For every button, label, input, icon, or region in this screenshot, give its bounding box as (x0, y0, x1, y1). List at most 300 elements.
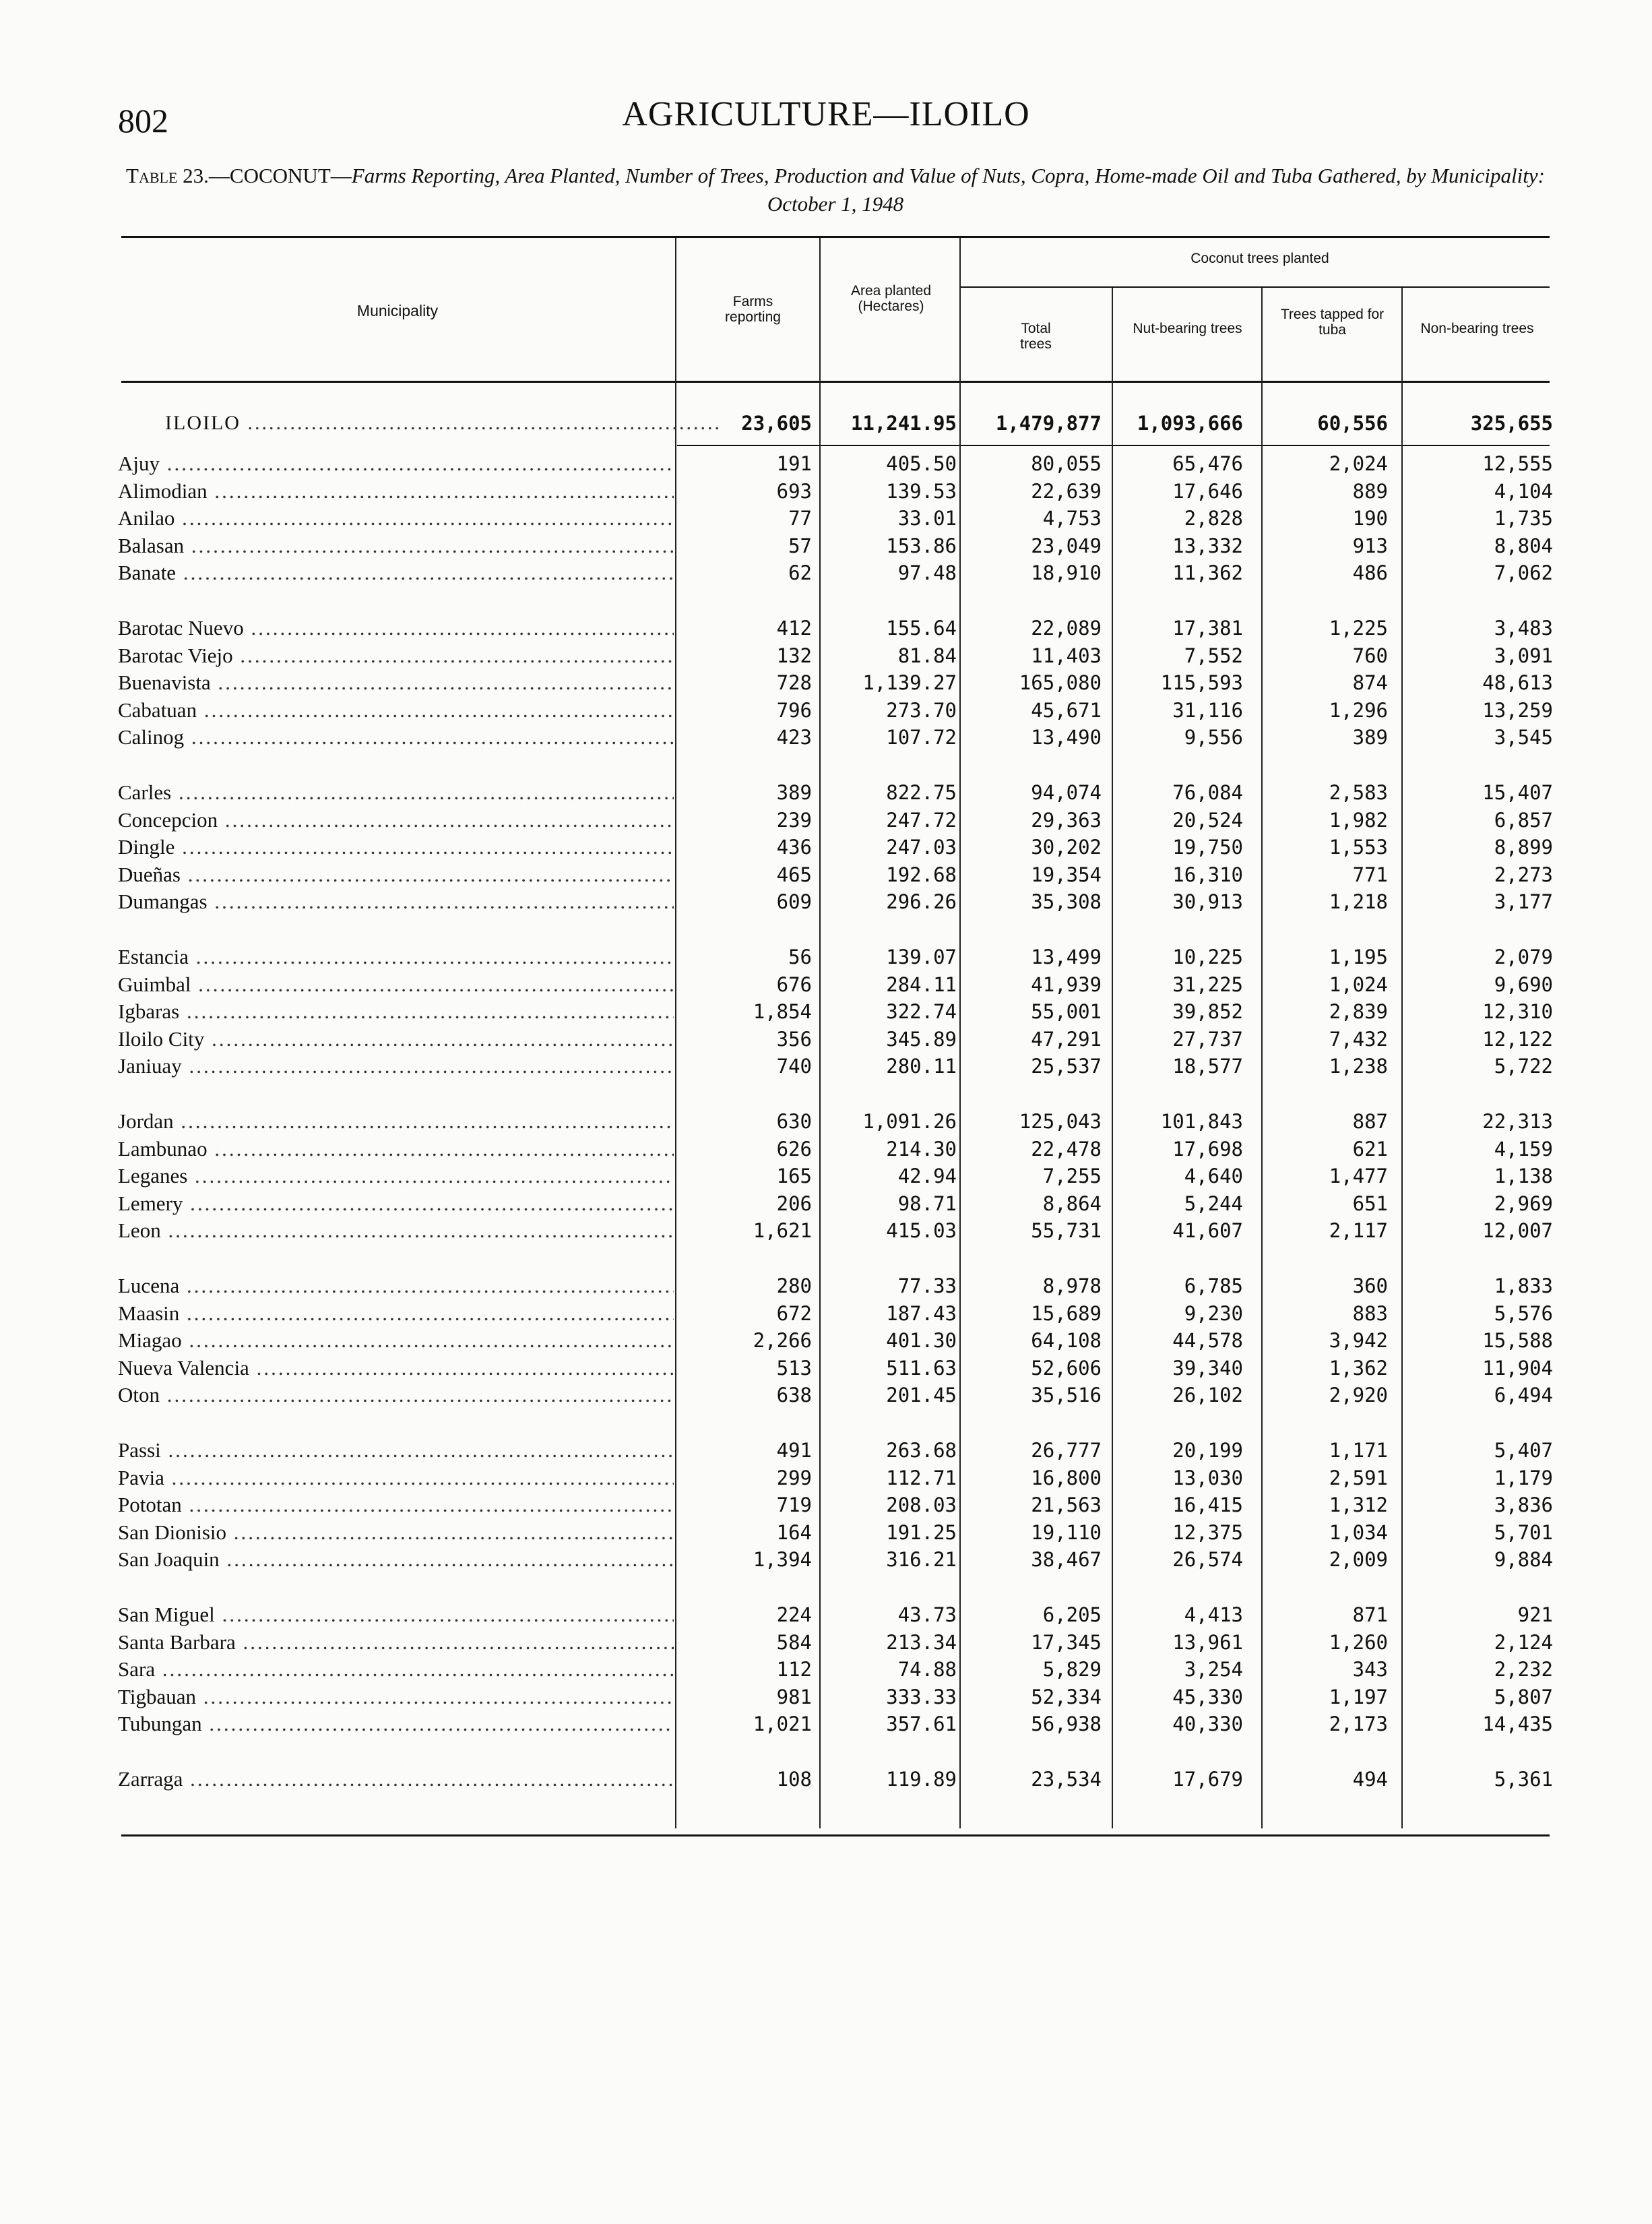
cell-farms: 108 (776, 1768, 812, 1791)
cell-area: 296.26 (886, 890, 957, 914)
cell-nut-bearing: 9,556 (1184, 726, 1243, 749)
cell-total-trees: 52,334 (1031, 1685, 1102, 1708)
cell-tapped: 871 (1352, 1603, 1388, 1626)
cell-total-trees: 13,499 (1031, 946, 1102, 968)
cell-area: 139.53 (886, 479, 957, 503)
cell-non-bearing: 4,104 (1494, 479, 1553, 503)
cell-tapped: 2,117 (1329, 1219, 1388, 1243)
cell-tapped: 760 (1352, 644, 1388, 667)
cell-tapped: 343 (1352, 1658, 1388, 1681)
cell-tapped: 1,477 (1329, 1165, 1388, 1188)
cell-nut-bearing: 17,381 (1172, 617, 1243, 640)
header-coconut-trees-planted: Coconut trees planted (1190, 251, 1329, 266)
cell-farms: 796 (776, 698, 812, 722)
cell-area: 153.86 (886, 534, 957, 557)
cell-nut-bearing: 2,828 (1184, 507, 1243, 530)
cell-nut-bearing: 12,375 (1172, 1520, 1243, 1544)
cell-non-bearing: 1,138 (1494, 1165, 1553, 1188)
cell-non-bearing: 2,079 (1494, 946, 1553, 968)
table-row (0, 1437, 1652, 1464)
cell-area: 333.33 (886, 1685, 957, 1708)
cell-farms: 164 (776, 1520, 812, 1544)
cell-total-trees: 16,800 (1031, 1466, 1102, 1489)
cell-area: 280.11 (886, 1055, 957, 1078)
municipality-name: Lemery ..... (118, 1190, 674, 1217)
cell-non-bearing: 3,091 (1494, 644, 1553, 667)
cell-nut-bearing: 39,340 (1172, 1356, 1243, 1380)
cell-area: 401.30 (886, 1329, 957, 1353)
cell-tapped: 1,225 (1329, 617, 1388, 640)
cell-total-trees: 41,939 (1031, 972, 1102, 996)
table-row (0, 1546, 1652, 1573)
cell-area: 187.43 (886, 1301, 957, 1325)
cell-tapped: 1,296 (1329, 698, 1388, 722)
cell-area: 405.50 (886, 452, 957, 475)
cell-nut-bearing: 10,225 (1172, 946, 1243, 968)
cell-farms: 1,021 (753, 1712, 812, 1736)
municipality-name: Lucena ..... (118, 1272, 674, 1299)
header-nut-bearing-trees: Nut-bearing trees (1133, 321, 1242, 336)
cell-total-trees: 29,363 (1031, 808, 1102, 832)
cell-nut-bearing: 6,785 (1184, 1274, 1243, 1297)
cell-area: 357.61 (886, 1712, 957, 1736)
cell-farms: 638 (776, 1384, 812, 1407)
municipality-name: Guimbal ..... (118, 971, 674, 998)
cell-nut-bearing: 31,225 (1172, 972, 1243, 996)
cell-non-bearing: 5,722 (1494, 1055, 1553, 1078)
cell-farms: 728 (776, 671, 812, 695)
cell-area: 247.03 (886, 836, 957, 859)
cell-area: 43.73 (897, 1603, 957, 1626)
cell-non-bearing: 8,899 (1494, 836, 1553, 859)
cell-total-trees: 8,978 (1042, 1274, 1102, 1297)
cell-tapped: 1,195 (1329, 946, 1388, 968)
table-bottom-rule (121, 1834, 1550, 1836)
cell-non-bearing: 325,655 (1470, 412, 1553, 435)
table-row (0, 697, 1652, 724)
cell-area: 42.94 (897, 1165, 957, 1188)
cell-nut-bearing: 13,961 (1172, 1630, 1243, 1654)
table-row (0, 1464, 1652, 1491)
cell-farms: 57 (788, 534, 812, 557)
cell-tapped: 190 (1352, 507, 1388, 530)
table-row (0, 971, 1652, 998)
table-row (0, 1327, 1652, 1354)
table-row (0, 1163, 1652, 1190)
header-non-bearing-trees: Non-bearing trees (1420, 321, 1534, 336)
cell-area: 74.88 (897, 1658, 957, 1681)
municipality-name: Dingle ..... (118, 834, 674, 861)
table-row (0, 779, 1652, 806)
table-row (0, 807, 1652, 834)
cell-total-trees: 1,479,877 (995, 412, 1102, 435)
cell-farms: 23,605 (741, 412, 812, 435)
table-row (0, 724, 1652, 751)
cell-non-bearing: 6,857 (1494, 808, 1553, 832)
table-total-row (0, 410, 1652, 437)
table-row (0, 642, 1652, 669)
cell-farms: 1,621 (753, 1219, 812, 1243)
cell-nut-bearing: 76,084 (1172, 781, 1243, 804)
cell-total-trees: 47,291 (1031, 1027, 1102, 1051)
cell-total-trees: 125,043 (1019, 1110, 1102, 1133)
cell-tapped: 1,982 (1329, 808, 1388, 832)
cell-area: 208.03 (886, 1493, 957, 1517)
cell-total-trees: 165,080 (1019, 671, 1102, 695)
cell-area: 345.89 (886, 1027, 957, 1051)
municipality-name: San Miguel ..... (118, 1601, 674, 1628)
cell-farms: 77 (788, 507, 812, 530)
cell-non-bearing: 921 (1517, 1603, 1553, 1626)
cell-non-bearing: 2,124 (1494, 1630, 1553, 1654)
municipality-name: San Dionisio ..... (118, 1519, 674, 1546)
cell-non-bearing: 12,310 (1482, 1000, 1553, 1024)
cell-farms: 1,854 (753, 1000, 812, 1024)
table-row (0, 559, 1652, 586)
cell-nut-bearing: 4,413 (1184, 1603, 1243, 1626)
page-number: 802 (118, 102, 168, 140)
municipality-name: Alimodian ..... (118, 478, 674, 505)
cell-farms: 630 (776, 1110, 812, 1133)
cell-farms: 239 (776, 808, 812, 832)
cell-nut-bearing: 16,415 (1172, 1493, 1243, 1517)
cell-total-trees: 64,108 (1031, 1329, 1102, 1353)
cell-tapped: 1,260 (1329, 1630, 1388, 1654)
cell-tapped: 913 (1352, 534, 1388, 557)
cell-tapped: 494 (1352, 1768, 1388, 1791)
table-row (0, 1355, 1652, 1382)
cell-tapped: 486 (1352, 561, 1388, 585)
cell-tapped: 2,591 (1329, 1466, 1388, 1489)
municipality-name: Pavia ..... (118, 1464, 674, 1491)
cell-total-trees: 23,534 (1031, 1768, 1102, 1791)
cell-nut-bearing: 13,030 (1172, 1466, 1243, 1489)
cell-nut-bearing: 45,330 (1172, 1685, 1243, 1708)
cell-tapped: 1,171 (1329, 1439, 1388, 1462)
cell-farms: 389 (776, 781, 812, 804)
cell-non-bearing: 2,969 (1494, 1192, 1553, 1215)
cell-area: 97.48 (897, 561, 957, 585)
cell-nut-bearing: 115,593 (1160, 671, 1243, 695)
cell-area: 1,091.26 (862, 1110, 957, 1133)
cell-non-bearing: 9,884 (1494, 1548, 1553, 1572)
cell-farms: 412 (776, 617, 812, 640)
cell-farms: 626 (776, 1137, 812, 1161)
cell-total-trees: 25,537 (1031, 1055, 1102, 1078)
cell-total-trees: 23,049 (1031, 534, 1102, 557)
municipality-name: San Joaquin ..... (118, 1546, 674, 1573)
table-row (0, 1629, 1652, 1656)
total-rule (677, 445, 1550, 446)
cell-non-bearing: 6,494 (1494, 1384, 1553, 1407)
table-row (0, 505, 1652, 532)
running-head: AGRICULTURE—ILOILO (622, 95, 1030, 133)
cell-nut-bearing: 39,852 (1172, 1000, 1243, 1024)
table-row (0, 669, 1652, 696)
cell-nut-bearing: 17,646 (1172, 479, 1243, 503)
municipality-name: Tigbauan ..... (118, 1684, 674, 1710)
municipality-name: Buenavista ..... (118, 669, 674, 696)
municipality-name: Pototan ..... (118, 1491, 674, 1518)
table-row (0, 1382, 1652, 1409)
cell-farms: 132 (776, 644, 812, 667)
cell-area: 415.03 (886, 1219, 957, 1243)
cell-total-trees: 15,689 (1031, 1301, 1102, 1325)
cell-farms: 191 (776, 452, 812, 475)
cell-nut-bearing: 17,698 (1172, 1137, 1243, 1161)
cell-area: 107.72 (886, 726, 957, 749)
cell-farms: 672 (776, 1301, 812, 1325)
cell-total-trees: 6,205 (1042, 1603, 1102, 1626)
table-row (0, 1053, 1652, 1080)
header-area-planted: Area planted (Hectares) (850, 283, 932, 314)
cell-area: 316.21 (886, 1548, 957, 1572)
municipality-name: Oton ..... (118, 1382, 674, 1409)
cell-total-trees: 26,777 (1031, 1439, 1102, 1462)
cell-nut-bearing: 9,230 (1184, 1301, 1243, 1325)
cell-nut-bearing: 44,578 (1172, 1329, 1243, 1353)
cell-tapped: 2,009 (1329, 1548, 1388, 1572)
cell-total-trees: 22,089 (1031, 617, 1102, 640)
cell-tapped: 887 (1352, 1110, 1388, 1133)
cell-non-bearing: 7,062 (1494, 561, 1553, 585)
cell-area: 155.64 (886, 617, 957, 640)
cell-farms: 112 (776, 1658, 812, 1681)
cell-nut-bearing: 30,913 (1172, 890, 1243, 914)
cell-tapped: 7,432 (1329, 1027, 1388, 1051)
cell-total-trees: 4,753 (1042, 507, 1102, 530)
cell-non-bearing: 5,576 (1494, 1301, 1553, 1325)
cell-nut-bearing: 19,750 (1172, 836, 1243, 859)
table-row (0, 1684, 1652, 1710)
cell-tapped: 2,920 (1329, 1384, 1388, 1407)
cell-tapped: 2,839 (1329, 1000, 1388, 1024)
municipality-name: Barotac Viejo ..... (118, 642, 674, 669)
cell-total-trees: 45,671 (1031, 698, 1102, 722)
cell-area: 1,139.27 (862, 671, 957, 695)
table-subtitle: Farms Reporting, Area Planted, Number of Trees, Production and Value of Nuts, Copra, Home-made Oil and Tuba Gathered, by Municipality: October 1, 1948 (351, 164, 1545, 216)
cell-tapped: 621 (1352, 1137, 1388, 1161)
cell-farms: 719 (776, 1493, 812, 1517)
cell-non-bearing: 14,435 (1482, 1712, 1553, 1736)
cell-area: 214.30 (886, 1137, 957, 1161)
municipality-name: Sara ..... (118, 1656, 674, 1683)
cell-nut-bearing: 3,254 (1184, 1658, 1243, 1681)
cell-non-bearing: 5,407 (1494, 1439, 1553, 1462)
cell-tapped: 651 (1352, 1192, 1388, 1215)
cell-non-bearing: 12,122 (1482, 1027, 1553, 1051)
header-municipality: Municipality (356, 302, 439, 319)
municipality-name: Concepcion ..... (118, 807, 674, 834)
cell-nut-bearing: 26,102 (1172, 1384, 1243, 1407)
cell-farms: 491 (776, 1439, 812, 1462)
municipality-name: Leon ..... (118, 1217, 674, 1244)
cell-tapped: 1,218 (1329, 890, 1388, 914)
municipality-name: Carles ..... (118, 779, 674, 806)
cell-total-trees: 22,478 (1031, 1137, 1102, 1161)
cell-area: 112.71 (886, 1466, 957, 1489)
cell-tapped: 1,362 (1329, 1356, 1388, 1380)
cell-nut-bearing: 65,476 (1172, 452, 1243, 475)
cell-area: 192.68 (886, 863, 957, 886)
cell-farms: 165 (776, 1165, 812, 1188)
table-row (0, 1656, 1652, 1683)
municipality-name: Leganes ..... (118, 1163, 674, 1190)
cell-total-trees: 17,345 (1031, 1630, 1102, 1654)
cell-farms: 584 (776, 1630, 812, 1654)
cell-non-bearing: 8,804 (1494, 534, 1553, 557)
cell-total-trees: 13,490 (1031, 726, 1102, 749)
header-total-trees: Total trees (1020, 321, 1052, 352)
cell-tapped: 60,556 (1317, 412, 1388, 435)
cell-total-trees: 30,202 (1031, 836, 1102, 859)
cell-non-bearing: 13,259 (1482, 698, 1553, 722)
table-row (0, 1491, 1652, 1518)
table-row (0, 450, 1652, 477)
cell-tapped: 360 (1352, 1274, 1388, 1297)
cell-total-trees: 52,606 (1031, 1356, 1102, 1380)
cell-tapped: 2,583 (1329, 781, 1388, 804)
cell-farms: 280 (776, 1274, 812, 1297)
table-row (0, 615, 1652, 642)
cell-total-trees: 19,110 (1031, 1520, 1102, 1544)
cell-farms: 609 (776, 890, 812, 914)
municipality-name: Cabatuan ..... (118, 697, 674, 724)
cell-farms: 423 (776, 726, 812, 749)
table-caption (121, 162, 1550, 218)
municipality-name: Anilao ..... (118, 505, 674, 532)
municipality-name: Nueva Valencia ..... (118, 1355, 674, 1382)
cell-area: 213.34 (886, 1630, 957, 1654)
table-row (0, 1026, 1652, 1053)
cell-tapped: 1,553 (1329, 836, 1388, 859)
cell-non-bearing: 1,179 (1494, 1466, 1553, 1489)
cell-nut-bearing: 31,116 (1172, 698, 1243, 722)
municipality-name: Banate ..... (118, 559, 674, 586)
cell-non-bearing: 2,273 (1494, 863, 1553, 886)
cell-area: 191.25 (886, 1520, 957, 1544)
cell-nut-bearing: 5,244 (1184, 1192, 1243, 1215)
cell-nut-bearing: 11,362 (1172, 561, 1243, 585)
cell-total-trees: 21,563 (1031, 1493, 1102, 1517)
table-row (0, 1217, 1652, 1244)
header-bottom-rule (121, 381, 1550, 383)
cell-non-bearing: 4,159 (1494, 1137, 1553, 1161)
cell-tapped: 389 (1352, 726, 1388, 749)
cell-non-bearing: 12,555 (1482, 452, 1553, 475)
cell-area: 77.33 (897, 1274, 957, 1297)
cell-area: 139.07 (886, 946, 957, 968)
cell-nut-bearing: 20,524 (1172, 808, 1243, 832)
cell-farms: 513 (776, 1356, 812, 1380)
cell-farms: 436 (776, 836, 812, 859)
table-row (0, 1300, 1652, 1327)
cell-total-trees: 56,938 (1031, 1712, 1102, 1736)
cell-farms: 1,394 (753, 1548, 812, 1572)
cell-tapped: 771 (1352, 863, 1388, 886)
cell-total-trees: 11,403 (1031, 644, 1102, 667)
municipality-name: Santa Barbara ..... (118, 1629, 674, 1656)
municipality-name: Barotac Nuevo ..... (118, 615, 674, 642)
cell-area: 81.84 (897, 644, 957, 667)
cell-farms: 740 (776, 1055, 812, 1078)
cell-total-trees: 94,074 (1031, 781, 1102, 804)
table-row (0, 834, 1652, 861)
cell-non-bearing: 22,313 (1482, 1110, 1553, 1133)
cell-area: 511.63 (886, 1356, 957, 1380)
cell-tapped: 1,024 (1329, 972, 1388, 996)
table-row (0, 1710, 1652, 1737)
cell-non-bearing: 3,836 (1494, 1493, 1553, 1517)
cell-non-bearing: 15,588 (1482, 1329, 1553, 1353)
cell-total-trees: 22,639 (1031, 479, 1102, 503)
cell-non-bearing: 1,735 (1494, 507, 1553, 530)
table-row (0, 532, 1652, 559)
cell-nut-bearing: 1,093,666 (1137, 412, 1243, 435)
cell-nut-bearing: 17,679 (1172, 1768, 1243, 1791)
cell-non-bearing: 3,177 (1494, 890, 1553, 914)
group-rule (960, 286, 1550, 288)
municipality-name: Dumangas ..... (118, 888, 674, 915)
cell-area: 119.89 (886, 1768, 957, 1791)
table-row (0, 1601, 1652, 1628)
cell-tapped: 3,942 (1329, 1329, 1388, 1353)
cell-non-bearing: 15,407 (1482, 781, 1553, 804)
cell-non-bearing: 5,701 (1494, 1520, 1553, 1544)
cell-area: 263.68 (886, 1439, 957, 1462)
table-row (0, 1108, 1652, 1135)
cell-area: 11,241.95 (850, 412, 957, 435)
cell-total-trees: 7,255 (1042, 1165, 1102, 1188)
cell-non-bearing: 11,904 (1482, 1356, 1553, 1380)
municipality-name: Zarraga ..... (118, 1766, 674, 1793)
table-row (0, 1766, 1652, 1793)
cell-farms: 224 (776, 1603, 812, 1626)
cell-nut-bearing: 7,552 (1184, 644, 1243, 667)
cell-nut-bearing: 13,332 (1172, 534, 1243, 557)
table-row (0, 478, 1652, 505)
cell-farms: 356 (776, 1027, 812, 1051)
cell-total-trees: 8,864 (1042, 1192, 1102, 1215)
municipality-name: Maasin ..... (118, 1300, 674, 1327)
municipality-name: Estancia ..... (118, 944, 674, 970)
cell-total-trees: 35,516 (1031, 1384, 1102, 1407)
cell-tapped: 1,312 (1329, 1493, 1388, 1517)
municipality-name: Janiuay ..... (118, 1053, 674, 1080)
cell-total-trees: 80,055 (1031, 452, 1102, 475)
cell-nut-bearing: 18,577 (1172, 1055, 1243, 1078)
municipality-name: Dueñas ..... (118, 861, 674, 888)
municipality-name: Ajuy ..... (118, 450, 674, 477)
cell-area: 33.01 (897, 507, 957, 530)
table-row (0, 1136, 1652, 1163)
cell-tapped: 1,238 (1329, 1055, 1388, 1078)
cell-area: 247.72 (886, 808, 957, 832)
cell-farms: 676 (776, 972, 812, 996)
cell-total-trees: 55,731 (1031, 1219, 1102, 1243)
cell-total-trees: 55,001 (1031, 1000, 1102, 1024)
cell-area: 822.75 (886, 781, 957, 804)
cell-nut-bearing: 41,607 (1172, 1219, 1243, 1243)
municipality-name: Jordan ..... (118, 1108, 674, 1135)
cell-non-bearing: 3,545 (1494, 726, 1553, 749)
cell-non-bearing: 9,690 (1494, 972, 1553, 996)
cell-farms: 62 (788, 561, 812, 585)
municipality-name: Calinog ..... (118, 724, 674, 751)
municipality-name: Passi ..... (118, 1437, 674, 1464)
cell-nut-bearing: 27,737 (1172, 1027, 1243, 1051)
cell-area: 322.74 (886, 1000, 957, 1024)
